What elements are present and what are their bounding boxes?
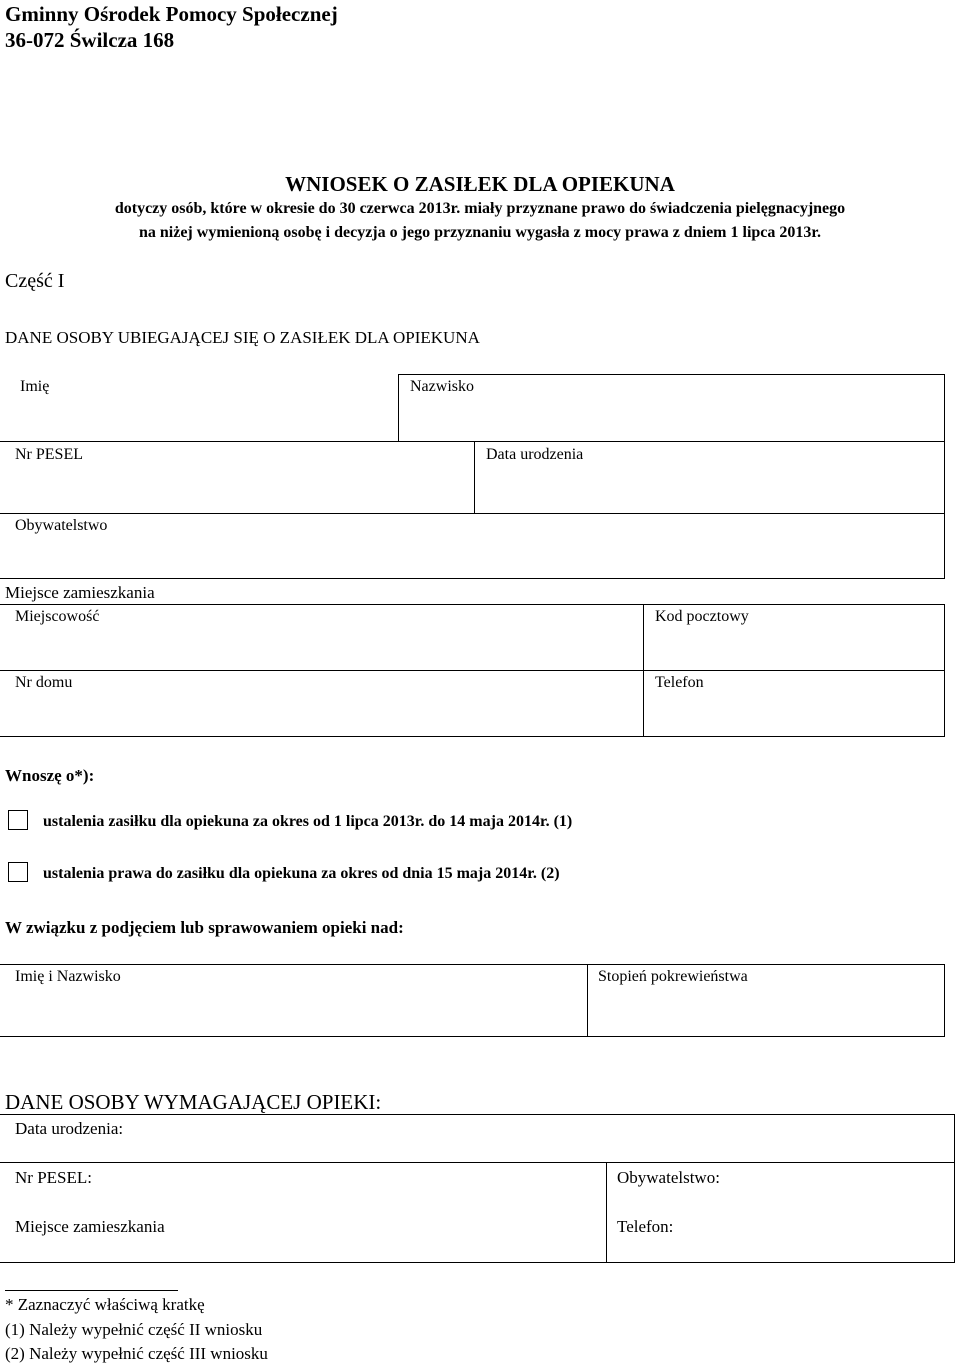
postal-code-field[interactable] [647,628,942,668]
phone-field[interactable] [647,694,942,734]
option2-checkbox[interactable] [8,862,28,882]
citizenship-label: Obywatelstwo [15,517,108,534]
first-name-label: Imię [20,378,50,395]
city-label: Miejscowość [15,608,100,625]
form-subtitle-line2: na niżej wymienioną osobę i decyzja o jego przyznaniu wygasła z mocy prawa z dniem 1 lipca 2013r. [138,224,822,241]
request-heading: Wnoszę o*): [5,766,95,785]
dependent-phone-field[interactable] [690,1210,950,1258]
last-name-label: Nazwisko [410,378,474,395]
dependent-pesel-label: Nr PESEL: [15,1168,92,1187]
phone-label: Telefon [655,674,704,691]
dependent-section-title: DANE OSOBY WYMAGAJĄCEJ OPIEKI: [5,1090,382,1114]
birth-date-label: Data urodzenia [486,446,584,463]
full-name-field[interactable] [5,988,583,1033]
dependent-phone-label: Telefon: [617,1217,674,1236]
first-name-field[interactable] [5,398,395,438]
option1-label: ustalenia zasiłku dla opiekuna za okres od 1 lipca 2013r. do 14 maja 2014r. (1) [43,813,573,830]
applicant-section-title: DANE OSOBY UBIEGAJĄCEJ SIĘ O ZASIŁEK DLA OPIEKUNA [5,328,480,347]
residence-heading: Miejsce zamieszkania [5,583,155,602]
form-title: WNIOSEK O ZASIŁEK DLA OPIEKUNA [285,172,675,196]
dependent-citizenship-field[interactable] [745,1165,950,1205]
house-number-field[interactable] [5,694,639,734]
city-field[interactable] [5,628,639,668]
kinship-field[interactable] [591,988,942,1033]
option1-checkbox[interactable] [8,810,28,830]
kinship-label: Stopień pokrewieństwa [598,968,748,985]
footnote-separator [5,1290,178,1291]
footnote-2: (2) Należy wypełnić część III wniosku [5,1344,268,1363]
pesel-field[interactable] [5,466,470,510]
dependent-residence-label: Miejsce zamieszkania [15,1217,165,1236]
option2-label: ustalenia prawa do zasiłku dla opiekuna za okres od dnia 15 maja 2014r. (2) [43,865,560,882]
postal-code-label: Kod pocztowy [655,608,749,625]
footnote-star: * Zaznaczyć właściwą kratkę [5,1295,205,1314]
footnote-1: (1) Należy wypełnić część II wniosku [5,1320,263,1339]
org-address: 36-072 Świlcza 168 [5,28,175,52]
dependent-birth-date-label: Data urodzenia: [15,1119,124,1138]
citizenship-field[interactable] [5,537,942,575]
dependent-pesel-field[interactable] [110,1165,602,1205]
last-name-field[interactable] [402,398,942,438]
dependent-citizenship-label: Obywatelstwo: [617,1168,720,1187]
form-subtitle-line1: dotyczy osób, które w okresie do 30 czerwca 2013r. miały przyznane prawo do świadczenia pielęgnacyjnego [114,200,846,217]
house-number-label: Nr domu [15,674,73,691]
dependent-birth-date-field[interactable] [150,1116,950,1160]
full-name-label: Imię i Nazwisko [15,968,121,985]
care-heading: W związku z podjęciem lub sprawowaniem opieki nad: [5,918,404,937]
org-name: Gminny Ośrodek Pomocy Społecznej [5,2,338,26]
pesel-label: Nr PESEL [15,446,83,463]
dependent-residence-field[interactable] [200,1210,602,1258]
part-label: Część I [5,270,65,292]
birth-date-field[interactable] [478,466,942,510]
